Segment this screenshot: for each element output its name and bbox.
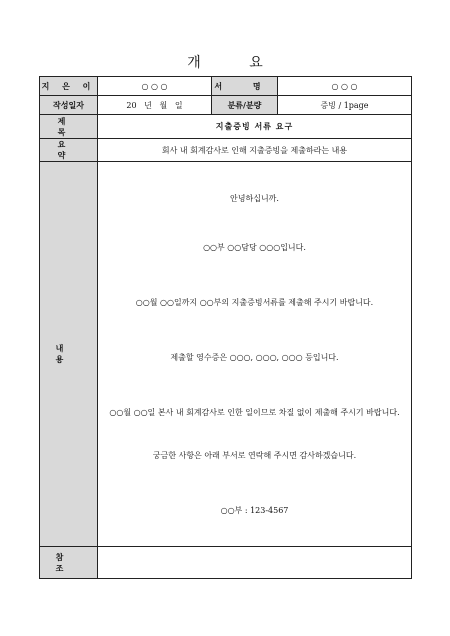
author-row xyxy=(40,77,412,96)
content-greeting: 안녕하십니까. xyxy=(230,193,279,203)
content-audit-note: ○○월 ○○일 본사 내 회계감사로 인한 일이므로 차질 없이 제출해 주시기 바랍니다. xyxy=(109,407,400,417)
summary-value: 회사 내 회계감사로 인해 지출증빙을 제출하라는 내용 xyxy=(98,139,412,162)
content-receipts: 제출할 영수증은 ○○○, ○○○, ○○○ 등입니다. xyxy=(170,352,339,362)
date-label: 작성일자 xyxy=(40,96,98,115)
content-label: 내 용 xyxy=(40,162,98,547)
reference-value xyxy=(98,547,412,579)
content-row xyxy=(40,162,412,547)
content-contact-note: 궁금한 사항은 아래 부서로 연락해 주시면 감사하겠습니다. xyxy=(152,450,357,460)
summary-label: 요 약 xyxy=(40,139,98,162)
summary-row xyxy=(40,139,412,162)
signature-value: ○ ○ ○ xyxy=(278,77,412,96)
author-value: ○ ○ ○ xyxy=(98,77,212,96)
subject-row xyxy=(40,115,412,139)
document-title: 개 요 xyxy=(187,55,285,71)
content-body xyxy=(98,162,412,547)
overview-form xyxy=(39,76,412,579)
date-row xyxy=(40,96,412,115)
subject-label: 제 목 xyxy=(40,115,98,139)
reference-label: 참 조 xyxy=(40,547,98,579)
signature-label: 서 명 xyxy=(212,77,278,96)
date-value: 20 년 월 일 xyxy=(98,96,212,115)
author-label: 지 은 이 xyxy=(40,77,98,96)
content-contact-phone: ○○부 : 123-4567 xyxy=(220,505,289,515)
content-request: ○○월 ○○일까지 ○○부의 지출증빙서류를 제출해 주시기 바랍니다. xyxy=(135,297,374,307)
reference-row xyxy=(40,547,412,579)
category-value: 증빙 / 1page xyxy=(278,96,412,115)
content-introduction: ○○부 ○○담당 ○○○입니다. xyxy=(203,242,306,252)
subject-value: 지출증빙 서류 요구 xyxy=(98,115,412,139)
category-label: 분류/분량 xyxy=(212,96,278,115)
